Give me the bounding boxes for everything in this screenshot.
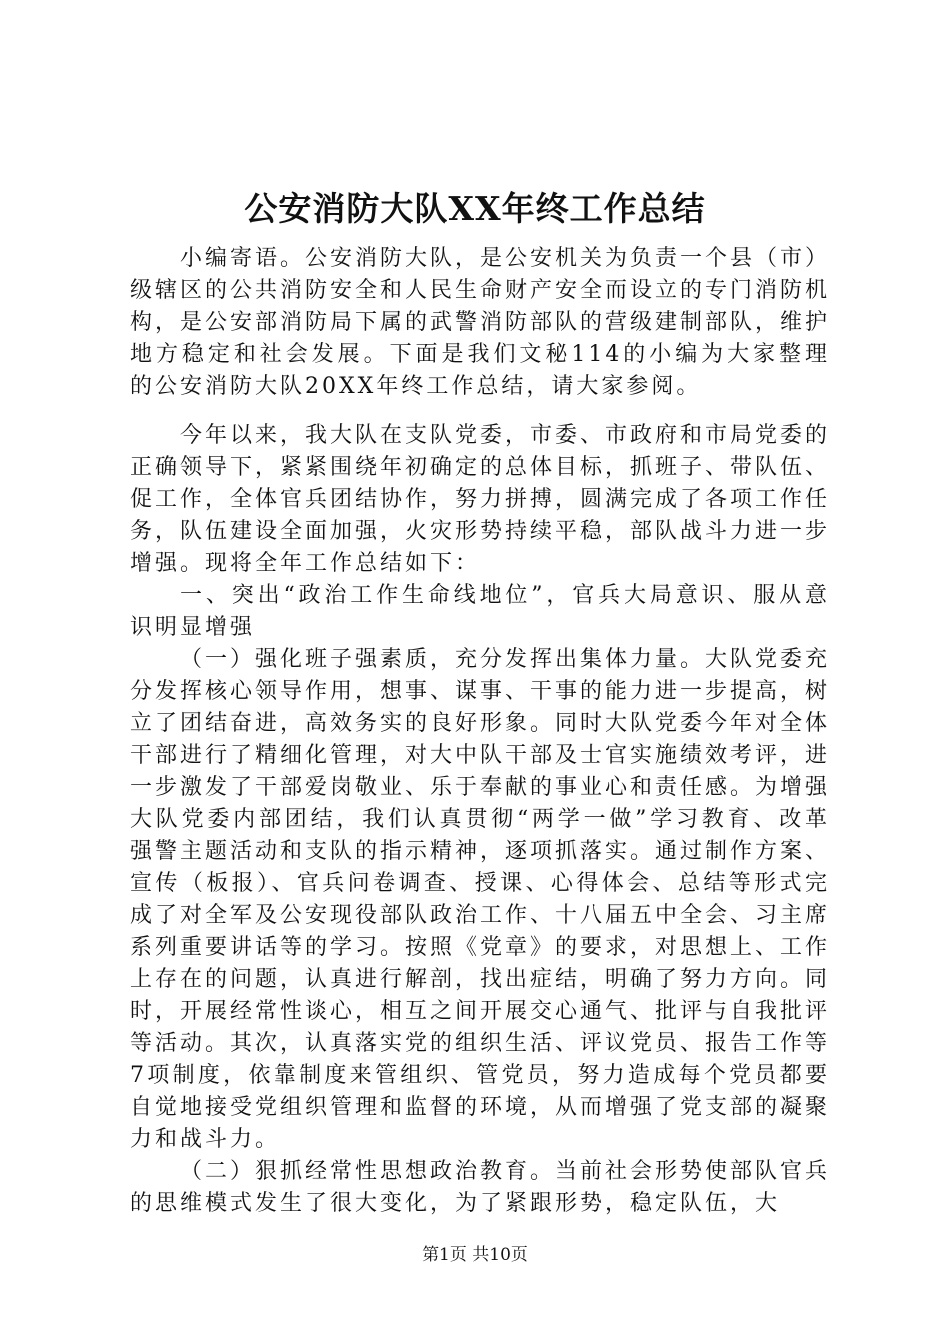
body-paragraph: 今年以来，我大队在支队党委，市委、市政府和市局党委的正确领导下，紧紧围绕年初确定的总体目标，抓班子、带队伍、促工作，全体官兵团结协作，努力拼搏，圆满完成了各项工作任务，队伍建设全面加强，火灾形势持续平稳，部队战斗力进一步增强。现将全年工作总结如下： bbox=[130, 423, 831, 576]
intro-section bbox=[130, 243, 830, 403]
body-paragraph: （二）狠抓经常性思想政治教育。当前社会形势使部队官兵的思维模式发生了很大变化，为了紧跟形势，稳定队伍，大 bbox=[130, 1159, 831, 1216]
intro-paragraph: 小编寄语。公安消防大队，是公安机关为负责一个县（市）级辖区的公共消防安全和人民生命财产安全而设立的专门消防机构，是公安部消防局下属的武警消防部队的营级建制部队，维护地方稳定和社会发展。下面是我们文秘114的小编为大家整理的公安消防大队20XX年终工作总结，请大家参阅。 bbox=[130, 246, 831, 399]
body-paragraph: （一）强化班子强素质，充分发挥出集体力量。大队党委充分发挥核心领导作用，想事、谋事、干事的能力进一步提高，树立了团结奋进，高效务实的良好形象。同时大队党委今年对全体干部进行了精细化管理，对大中队干部及士官实施绩效考评，进一步激发了干部爱岗敬业、乐于奉献的事业心和责任感。为增强大队党委内部团结，我们认真贯彻“两学一做”学习教育、改革强警主题活动和支队的指示精神，逐项抓落实。通过制作方案、宣传（板报）、官兵问卷调查、授课、心得体会、总结等形式完成了对全军及公安现役部队政治工作、十八届五中全会、习主席系列重要讲话等的学习。按照《党章》的要求，对思想上、工作上存在的问题，认真进行解剖，找出症结，明确了努力方向。同时，开展经常性谈心，相互之间开展交心通气、批评与自我批评等活动。其次，认真落实党的组织生活、评议党员、报告工作等7项制度，依靠制度来管组织、管党员，努力造成每个党员都要自觉地接受党组织管理和监督的环境，从而增强了党支部的凝聚力和战斗力。 bbox=[130, 647, 831, 1152]
page-number-footer: 第1页 共10页 bbox=[422, 1245, 528, 1265]
section-heading: 一、突出“政治工作生命线地位”，官兵大局意识、服从意识明显增强 bbox=[130, 583, 830, 640]
document-title: 公安消防大队XX年终工作总结 bbox=[244, 189, 706, 228]
main-body bbox=[130, 420, 830, 1220]
